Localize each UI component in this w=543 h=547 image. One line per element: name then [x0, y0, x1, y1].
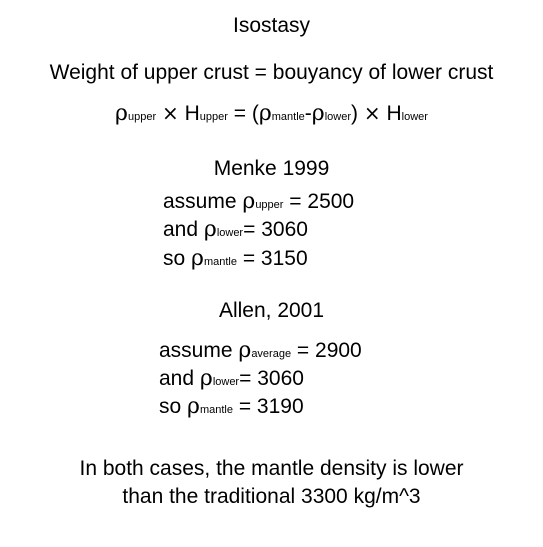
- menke-so-prefix: so: [163, 247, 192, 270]
- menke-and-prefix: and: [163, 218, 204, 241]
- menke-so-subscript: mantle: [203, 256, 237, 268]
- allen-assume-line: [159, 340, 362, 362]
- slide-title: Isostasy: [232, 14, 311, 37]
- allen-so-line: [159, 396, 304, 418]
- rho-symbol: ρ: [191, 246, 204, 271]
- rho-symbol: ρ: [187, 394, 200, 419]
- isostasy-statement: Weight of upper crust = bouyancy of lower crust: [49, 61, 494, 84]
- conclusion-line-2: than the traditional 3300 kg/m^3: [122, 485, 421, 508]
- menke-so-value: = 3150: [236, 247, 308, 270]
- minus-sign: -: [304, 102, 312, 125]
- rho-symbol: ρ: [199, 366, 213, 391]
- allen-assume-prefix: assume: [159, 339, 239, 362]
- close-paren: ): [351, 102, 359, 125]
- allen-assume-value: = 2900: [291, 339, 362, 362]
- menke-assume-value: = 2500: [283, 190, 355, 213]
- allen-so-subscript: mantle: [199, 404, 233, 416]
- h-symbol: H: [184, 102, 200, 125]
- subscript-upper: upper: [127, 111, 157, 123]
- times-symbol-2: ×: [363, 101, 381, 125]
- subscript-upper-h: upper: [199, 111, 228, 123]
- conclusion-line-1: In both cases, the mantle density is lower: [79, 457, 464, 480]
- rho-symbol: ρ: [242, 189, 256, 214]
- h-symbol-lower: H: [386, 102, 402, 125]
- allen-and-line: [159, 368, 304, 390]
- menke-assume-prefix: assume: [163, 190, 243, 213]
- allen-heading: Allen, 2001: [218, 299, 325, 322]
- rho-symbol-mantle: ρ: [258, 101, 272, 126]
- isostasy-equation: [0, 103, 543, 125]
- subscript-lower-h: lower: [401, 111, 428, 123]
- menke-and-subscript: lower: [216, 227, 244, 239]
- allen-so-prefix: so: [159, 395, 188, 418]
- subscript-mantle: mantle: [271, 111, 305, 123]
- menke-assume-line: [163, 191, 354, 213]
- rho-symbol: ρ: [238, 338, 252, 363]
- equals-open: = (: [227, 102, 259, 125]
- allen-assume-subscript: average: [251, 348, 292, 360]
- menke-and-value: = 3060: [243, 218, 308, 241]
- menke-assume-subscript: upper: [255, 199, 284, 211]
- allen-so-value: = 3190: [232, 395, 304, 418]
- menke-heading: Menke 1999: [213, 157, 330, 180]
- menke-and-line: [163, 219, 308, 241]
- allen-and-value: = 3060: [239, 367, 304, 390]
- allen-and-subscript: lower: [212, 376, 240, 388]
- subscript-lower: lower: [324, 111, 352, 123]
- allen-and-prefix: and: [159, 367, 200, 390]
- rho-symbol: ρ: [203, 217, 217, 242]
- rho-symbol: ρ: [115, 101, 128, 126]
- rho-symbol-lower: ρ: [311, 101, 325, 126]
- menke-so-line: [163, 248, 308, 270]
- times-symbol: ×: [161, 101, 179, 125]
